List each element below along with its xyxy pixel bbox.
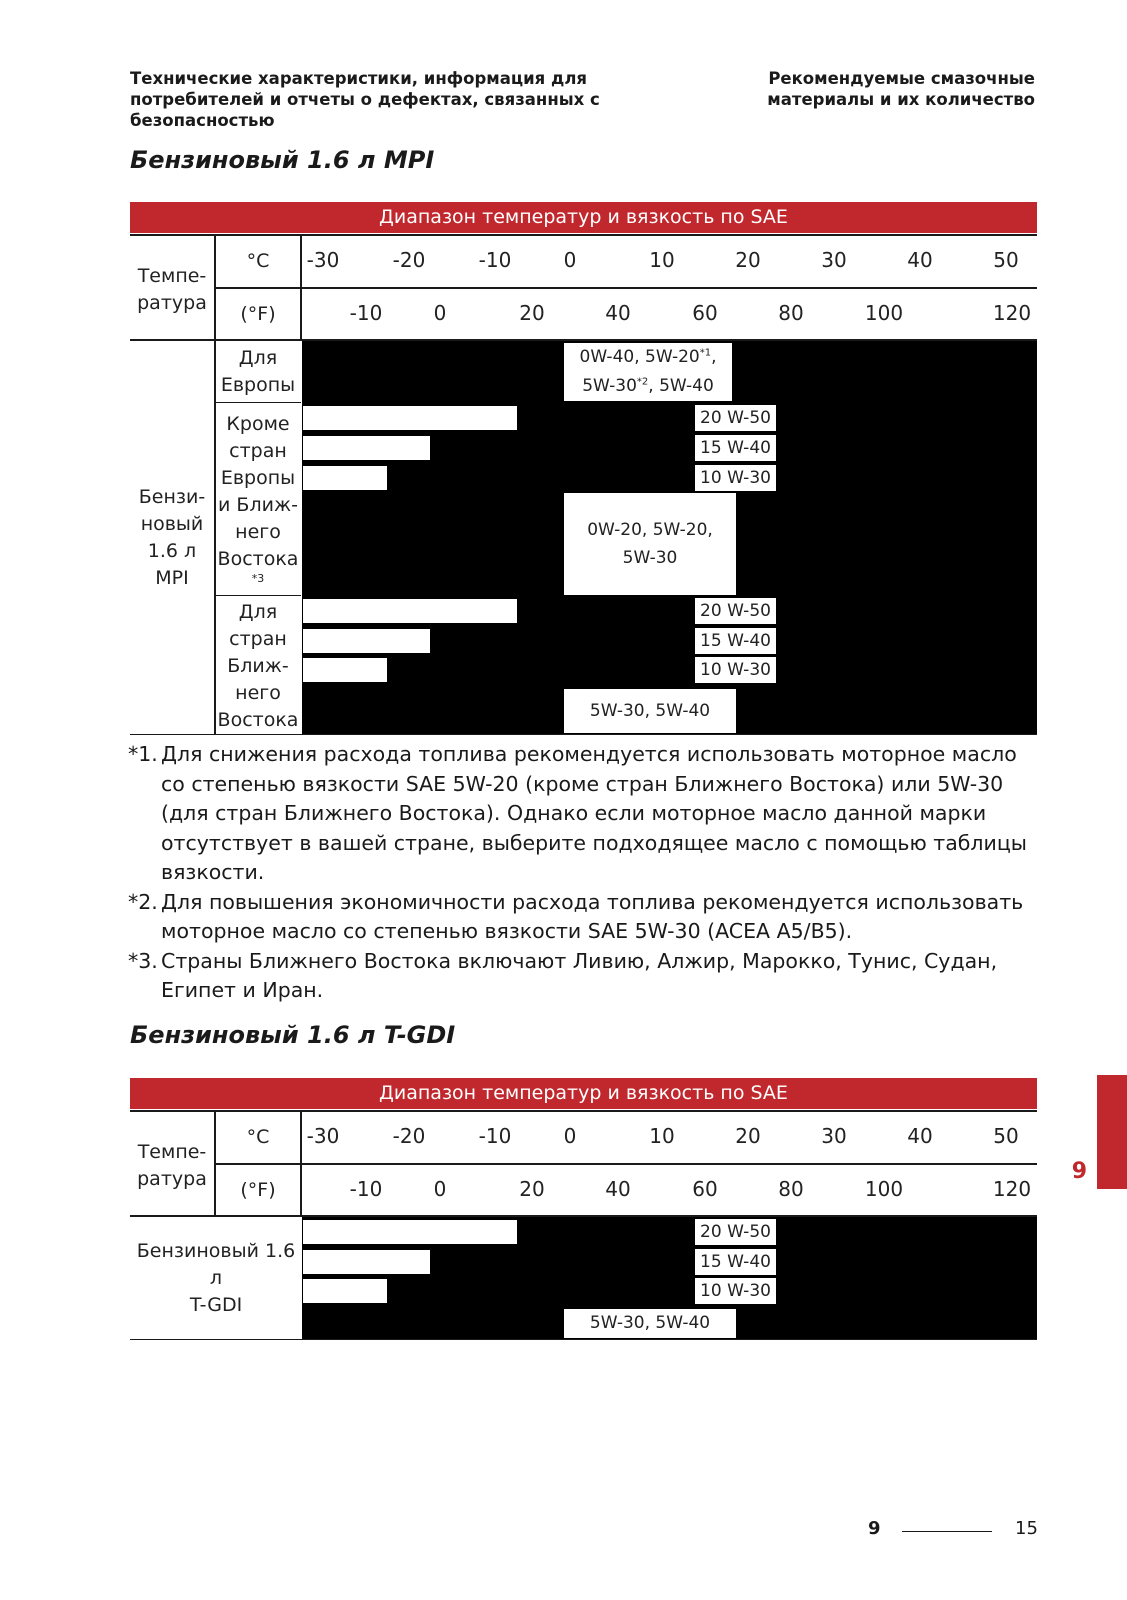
bar-15w40-low-me	[302, 628, 431, 654]
mpi-f-tick: 40	[605, 301, 631, 325]
mpi-f-tick: 100	[864, 301, 904, 325]
mpi-f-tick: -10	[349, 301, 383, 325]
europe-oil-line-2: 5W-30$^{*2}$, 5W-40	[582, 376, 714, 396]
footer-section-number: 9	[868, 1518, 881, 1539]
tgdi-f-tick: 80	[778, 1177, 804, 1201]
chapter-tab	[1097, 1075, 1127, 1189]
mpi-c-tick: 10	[649, 248, 675, 272]
tgdi-f-tick: 120	[992, 1177, 1032, 1201]
tgdi-label-15w40: 15 W-40	[695, 1249, 776, 1275]
label-10w30-me: 10 W-30	[695, 657, 776, 683]
chapter-tab-number: 9	[1071, 1159, 1087, 1184]
tgdi-c-tick: -30	[306, 1124, 340, 1148]
tgdi-f-tick: 100	[864, 1177, 904, 1201]
footnote-1-mark: *1.	[128, 742, 158, 766]
me-label-3: Ближ-	[227, 654, 289, 677]
mpi-f-tick: 0	[433, 301, 447, 325]
mpi-c-tick: 50	[993, 248, 1019, 272]
tgdi-c-tick: 10	[649, 1124, 675, 1148]
header-left-line-2: потребителей и отчеты о дефектах, связанных с безопасностью	[130, 90, 600, 130]
except-label-1: Кроме	[226, 413, 290, 435]
footer-page-number: 15	[1015, 1518, 1038, 1539]
tgdi-c-tick: 20	[735, 1124, 761, 1148]
tgdi-engine-label-2: T-GDI	[189, 1293, 243, 1316]
mpi-temp-label-2: ратура	[137, 292, 207, 314]
footnotes	[128, 740, 1038, 1006]
except-label-5: него	[235, 521, 281, 543]
mpi-engine-label	[130, 484, 214, 592]
tgdi-engine-label-1: Бензиновый 1.6 л	[136, 1239, 296, 1289]
mpi-c-tick: 30	[821, 248, 847, 272]
mpi-table-band: Диапазон температур и вязкость по SAE	[130, 202, 1037, 233]
tgdi-rule-mid	[215, 1163, 1037, 1165]
mpi-rule-top	[130, 234, 1037, 236]
label-15w40-me: 15 W-40	[695, 628, 776, 654]
middle-east-region-label	[216, 598, 300, 734]
bar-10w30-low-me	[302, 657, 388, 683]
tgdi-temp-label	[130, 1138, 214, 1194]
header-left-line-1: Технические характеристики, информация для	[130, 69, 588, 88]
tgdi-label-10w30: 10 W-30	[695, 1278, 776, 1304]
except-label-footnote: *3	[251, 572, 265, 585]
tgdi-temp-label-2: ратура	[137, 1168, 207, 1190]
tgdi-c-tick: -10	[478, 1124, 512, 1148]
mpi-row-rule-1	[215, 402, 301, 403]
header-right-line-2: материалы и их количество	[767, 90, 1035, 109]
mpi-temp-label-1: Темпе-	[137, 265, 207, 287]
tgdi-c-tick: 0	[563, 1124, 577, 1148]
mpi-engine-label-1: Бензи-	[138, 486, 206, 508]
footnote-3	[128, 947, 1038, 1006]
tgdi-c-tick: 50	[993, 1124, 1019, 1148]
label-20w50-me: 20 W-50	[695, 598, 776, 624]
tgdi-bar-15w40-low	[302, 1249, 431, 1275]
footnote-2-mark: *2.	[128, 889, 158, 914]
tgdi-fahrenheit-unit: (°F)	[240, 1178, 276, 1201]
mpi-c-tick: -20	[392, 248, 426, 272]
tgdi-rule-v2	[300, 1110, 302, 1216]
except-oil-line-1: 0W-20, 5W-20,	[587, 520, 713, 540]
tgdi-table-band: Диапазон температур и вязкость по SAE	[130, 1078, 1037, 1109]
me-label-2: стран	[229, 627, 287, 650]
mpi-engine-label-4: MPI	[155, 567, 189, 589]
section-title-tgdi: Бензиновый 1.6 л T-GDI	[130, 1021, 456, 1049]
europe-label-2: Европы	[220, 374, 296, 396]
label-15w40: 15 W-40	[695, 435, 776, 461]
tgdi-f-tick: 60	[692, 1177, 718, 1201]
mpi-f-tick: 60	[692, 301, 718, 325]
tgdi-label-20w50: 20 W-50	[695, 1219, 776, 1245]
tgdi-f-tick: 40	[605, 1177, 631, 1201]
tgdi-bar-10w30-low	[302, 1278, 388, 1304]
tgdi-oil-grades: 5W-30, 5W-40	[564, 1309, 736, 1338]
europe-oil-line-1: 0W-40, 5W-20$^{*1}$,	[579, 347, 717, 367]
tgdi-c-tick: 40	[907, 1124, 933, 1148]
mpi-c-tick: -30	[306, 248, 340, 272]
tgdi-temp-label-1: Темпе-	[137, 1141, 207, 1163]
header-right-line-1: Рекомендуемые смазочные	[768, 69, 1035, 88]
europe-oil-grades	[564, 343, 732, 401]
europe-region-label	[216, 345, 300, 399]
me-label-4: него	[235, 681, 281, 704]
mpi-engine-label-2: новый	[140, 513, 204, 535]
tgdi-f-tick: 0	[433, 1177, 447, 1201]
tgdi-c-tick: 30	[821, 1124, 847, 1148]
me-label-1: Для	[238, 600, 278, 623]
mpi-row-rule-2	[215, 595, 301, 596]
footnote-1-text: Для снижения расхода топлива рекомендуется использовать моторное масло со степенью вязкости SAE 5W-20 (кроме стран Ближнего Востока) или 5W-30 (для стран Ближнего Востока). Однако если моторное масло данной марки отсутствует в вашей стране, выберите подходящее масло с помощью таблицы вязкости.	[161, 742, 1027, 884]
mpi-temp-label	[130, 262, 214, 318]
tgdi-rule-end	[130, 1339, 1037, 1340]
me-label-5: Востока	[217, 708, 299, 731]
running-header-left	[130, 68, 730, 131]
tgdi-engine-label	[130, 1239, 302, 1316]
mpi-c-tick: -10	[478, 248, 512, 272]
except-label-6: Востока	[217, 548, 299, 570]
tgdi-bar-20w50-low	[302, 1219, 518, 1245]
except-label-4: и Ближ-	[218, 494, 298, 516]
tgdi-f-tick: -10	[349, 1177, 383, 1201]
footnote-1	[128, 740, 1038, 888]
footnote-3-mark: *3.	[128, 948, 158, 973]
tgdi-rule-top	[130, 1110, 1037, 1112]
mpi-engine-label-3: 1.6 л	[147, 540, 197, 562]
except-oil-grades	[564, 493, 736, 595]
mpi-f-tick: 20	[519, 301, 545, 325]
bar-10w30-low	[302, 465, 388, 491]
label-10w30: 10 W-30	[695, 465, 776, 491]
mpi-celsius-unit: °C	[246, 249, 270, 272]
mpi-rule-mid	[215, 287, 1037, 289]
except-label-3: Европы	[220, 467, 296, 489]
mpi-c-tick: 20	[735, 248, 761, 272]
footer-divider	[902, 1531, 992, 1532]
mpi-f-tick: 120	[992, 301, 1032, 325]
tgdi-f-tick: 20	[519, 1177, 545, 1201]
except-region-label	[216, 405, 300, 591]
mpi-c-tick: 40	[907, 248, 933, 272]
footnote-2-text: Для повышения экономичности расхода топлива рекомендуется использовать моторное масло со степенью вязкости SAE 5W-30 (ACEA A5/B5).	[161, 889, 1024, 943]
mpi-f-tick: 80	[778, 301, 804, 325]
me-oil-grades: 5W-30, 5W-40	[564, 689, 736, 733]
tgdi-c-tick: -20	[392, 1124, 426, 1148]
except-oil-line-2: 5W-30	[622, 548, 678, 568]
bar-20w50-low-me	[302, 598, 518, 624]
mpi-rule-end	[130, 734, 1037, 735]
mpi-fahrenheit-unit: (°F)	[240, 302, 276, 325]
section-title-mpi: Бензиновый 1.6 л MPI	[130, 146, 435, 174]
label-20w50: 20 W-50	[695, 405, 776, 431]
bar-20w50-low	[302, 405, 518, 431]
except-label-2: стран	[229, 440, 287, 462]
running-header-right	[735, 68, 1035, 110]
europe-label-1: Для	[238, 347, 278, 369]
tgdi-celsius-unit: °C	[246, 1125, 270, 1148]
bar-15w40-low	[302, 435, 431, 461]
footnote-2	[128, 888, 1038, 947]
mpi-rule-v2	[300, 234, 302, 340]
footnote-3-text: Страны Ближнего Востока включают Ливию, Алжир, Марокко, Тунис, Судан, Египет и Иран.	[161, 948, 998, 1002]
mpi-c-tick: 0	[563, 248, 577, 272]
